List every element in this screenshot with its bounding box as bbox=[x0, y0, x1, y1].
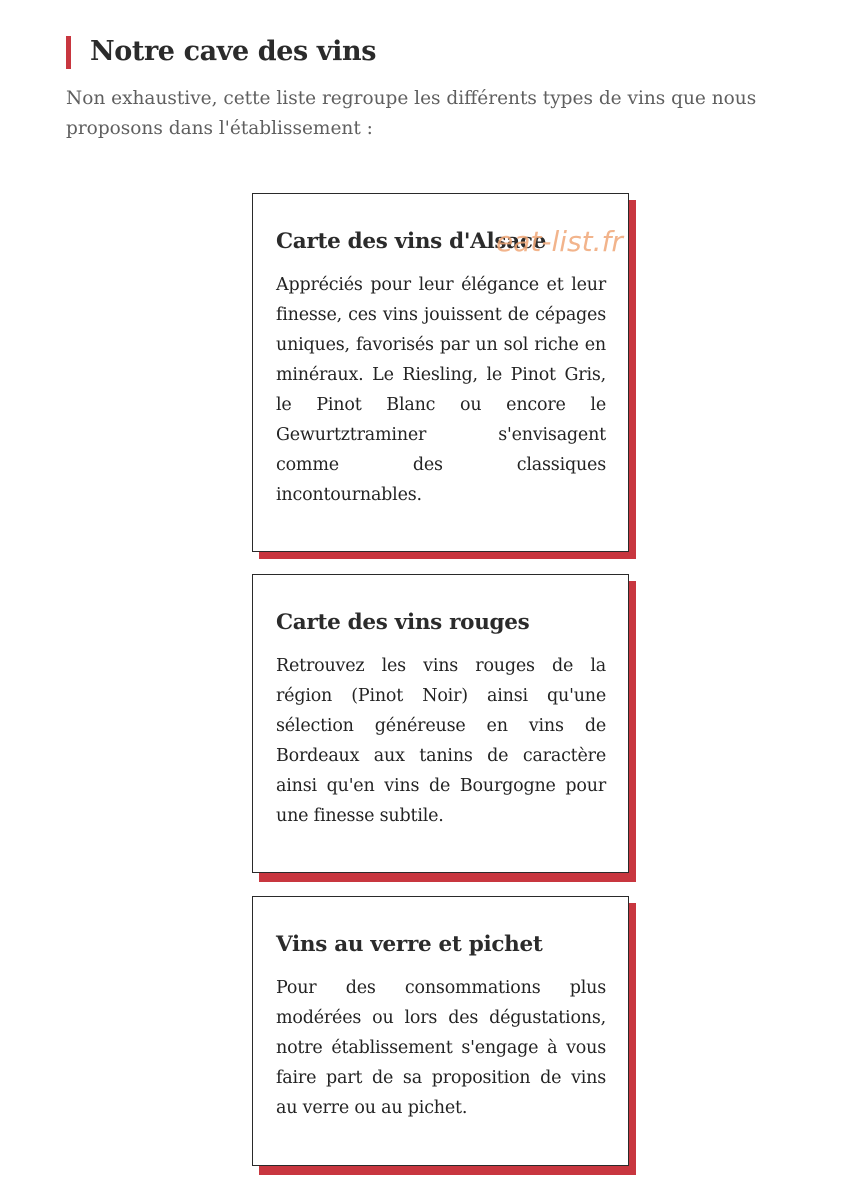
card-body bbox=[252, 896, 629, 1166]
wine-card-alsace bbox=[252, 193, 629, 558]
card-text: Pour des consommations plus modérées ou lors des dégustations, notre établissement s'engage à vous faire part de sa proposition de vins au verre ou au pichet. bbox=[276, 978, 606, 1118]
watermark: eat-list.fr bbox=[496, 225, 623, 258]
card-text: Retrouvez les vins rouges de la région (Pinot Noir) ainsi qu'une sélection généreuse en vins de Bordeaux aux tanins de caractère ainsi qu'en vins de Bourgogne pour une finesse subtile. bbox=[276, 656, 606, 826]
section-header bbox=[66, 35, 826, 144]
card-title: Carte des vins d'Alsace bbox=[276, 229, 547, 254]
card-title: Carte des vins rouges bbox=[276, 610, 530, 635]
page-title: Notre cave des vins bbox=[90, 36, 376, 67]
wine-card-rouges bbox=[252, 574, 629, 884]
card-body bbox=[252, 574, 629, 873]
card-text: Appréciés pour leur élégance et leur finesse, ces vins jouissent de cépages uniques, favorisés par un sol riche en minéraux. Le Riesling, le Pinot Gris, le Pinot Blanc ou encore le Gewurtztraminer s'envisagent comme des classiques incontournables. bbox=[276, 275, 606, 505]
intro-text: Non exhaustive, cette liste regroupe les différents types de vins que nous proposons dans l'établissement : bbox=[66, 88, 757, 139]
card-title: Vins au verre et pichet bbox=[276, 932, 543, 957]
card-body bbox=[252, 193, 629, 552]
title-row bbox=[66, 35, 826, 69]
title-accent-bar bbox=[66, 36, 71, 69]
wine-card-verre-pichet bbox=[252, 896, 629, 1176]
